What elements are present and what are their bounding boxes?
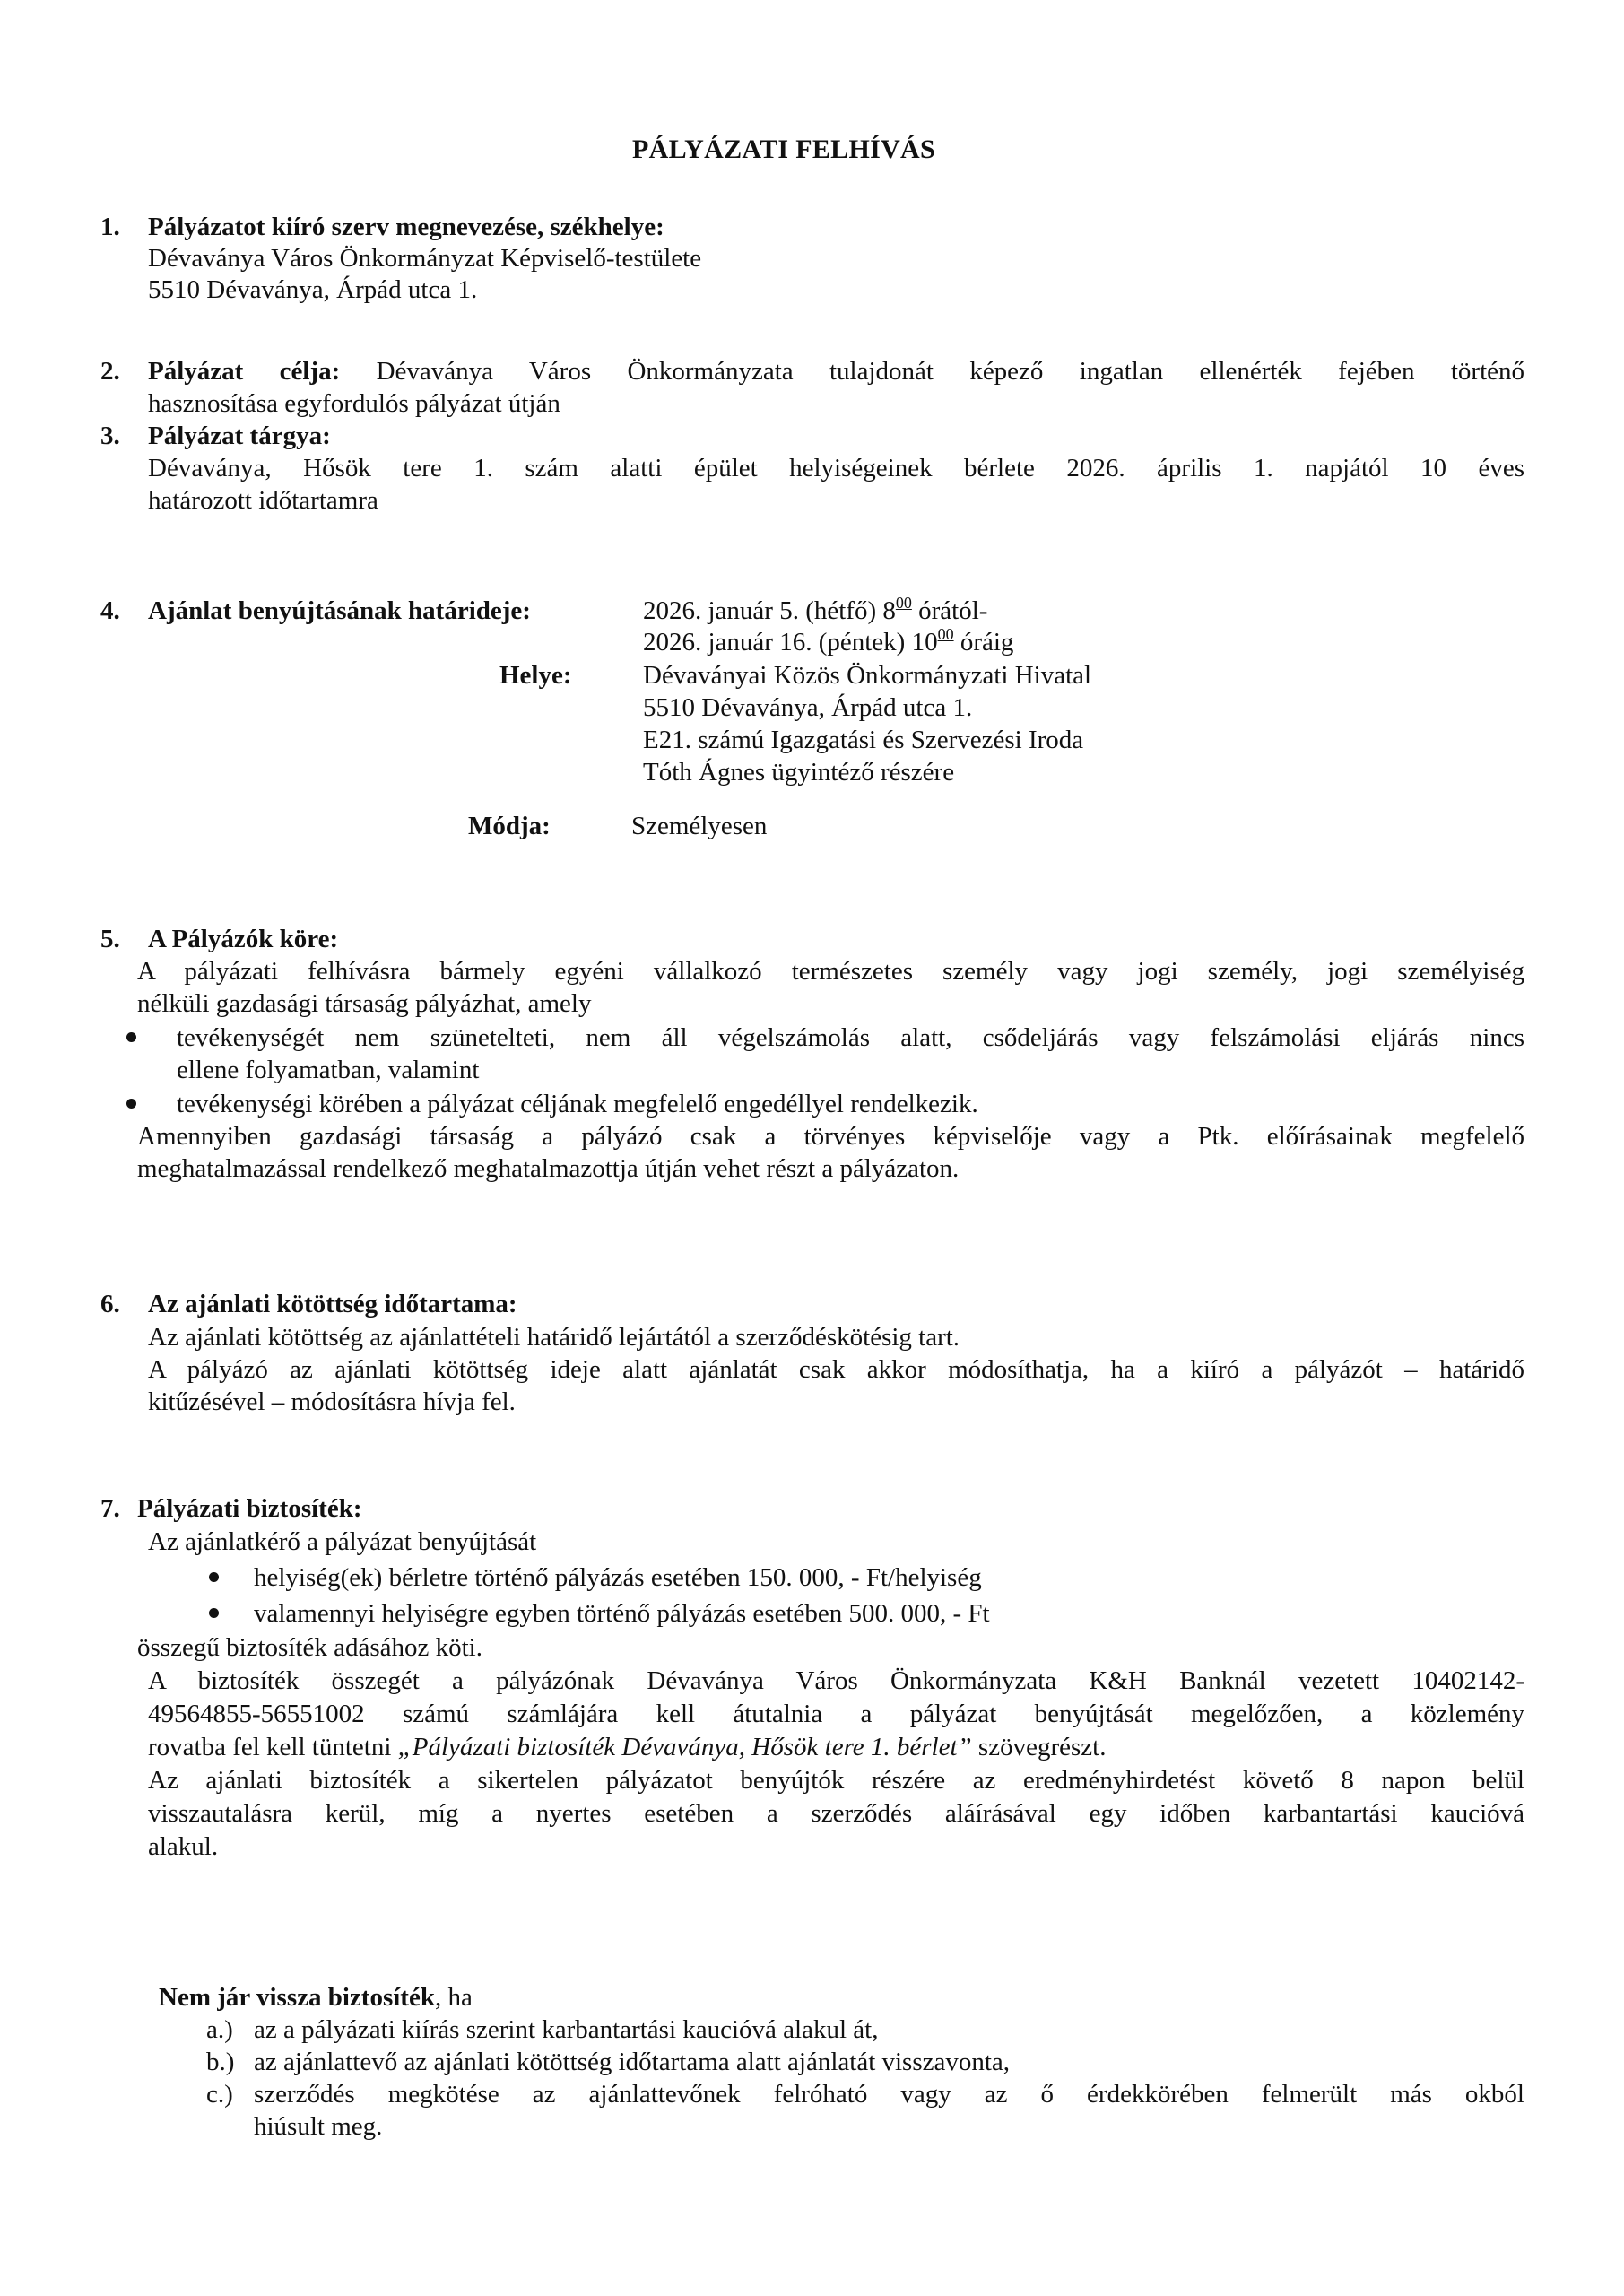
section-1-line: Dévaványa Város Önkormányzat Képviselő-testülete bbox=[148, 244, 702, 273]
section-5-heading: A Pályázók köre: bbox=[148, 925, 339, 953]
deposit-bullet: valamennyi helyiségre egyben történő pályázás esetében 500. 000, - Ft bbox=[254, 1599, 990, 1628]
section-3-line: Dévaványa, Hősök tere 1. szám alatti épület helyiségeinek bérlete 2026. április 1. napjától 10 éves bbox=[148, 454, 1524, 483]
section-6-heading: Az ajánlati kötöttség időtartama: bbox=[148, 1290, 517, 1318]
section-6-line: Az ajánlati kötöttség az ajánlattételi határidő lejártától a szerződéskötésig tart. bbox=[148, 1323, 960, 1352]
section-2-line bbox=[148, 356, 1524, 387]
no-refund-item: az a pályázati kiírás szerint karbantartási kaucióvá alakul át, bbox=[254, 2015, 879, 2044]
transfer-line: A biztosíték összegét a pályázónak Dévaványa Város Önkormányzata K&H Banknál vezetett 10402142- bbox=[148, 1666, 1524, 1695]
section-6-number: 6. bbox=[100, 1290, 120, 1318]
transfer-reference: „Pályázati biztosíték Dévaványa, Hősök tere 1. bérlet” bbox=[397, 1733, 972, 1761]
section-1-number: 1. bbox=[100, 213, 120, 241]
bullet-icon bbox=[126, 1099, 136, 1109]
place-line: Tóth Ágnes ügyintéző részére bbox=[643, 758, 955, 787]
section-3-number: 3. bbox=[100, 422, 120, 450]
eligibility-bullet: tevékenységét nem szünetelteti, nem áll végelszámolás alatt, csődeljárás vagy felszámolási eljárás nincs bbox=[177, 1023, 1524, 1052]
place-line: 5510 Dévaványa, Árpád utca 1. bbox=[643, 693, 973, 722]
section-5-outro: Amennyiben gazdasági társaság a pályázó csak a törvényes képviselője vagy a Ptk. előírásainak megfelelő bbox=[137, 1122, 1524, 1151]
section-3-heading: Pályázat tárgya: bbox=[148, 422, 331, 450]
section-4-number: 4. bbox=[100, 596, 120, 625]
no-refund-rest: , ha bbox=[434, 1983, 473, 2012]
deadline-from-minutes: 00 bbox=[895, 594, 912, 612]
section-6-line: A pályázó az ajánlati kötöttség ideje alatt ajánlatát csak akkor módosíthatja, ha a kiíró a pályázót – határidő bbox=[148, 1355, 1524, 1384]
section-2-heading: Pályázat célja: bbox=[148, 357, 341, 386]
deadline-to-date: 2026. január 16. (péntek) 10 bbox=[643, 628, 938, 657]
refund-line: visszautalásra kerül, míg a nyertes esetében a szerződés aláírásával egy időben karbantartási kaucióvá bbox=[148, 1799, 1524, 1828]
place-line: E21. számú Igazgatási és Szervezési Iroda bbox=[643, 726, 1084, 754]
deposit-bullet: helyiség(ek) bérletre történő pályázás esetében 150. 000, - Ft/helyiség bbox=[254, 1563, 982, 1592]
section-7-intro: Az ajánlatkérő a pályázat benyújtását bbox=[148, 1527, 537, 1556]
transfer-text: szövegrészt. bbox=[971, 1733, 1107, 1761]
section-2-number: 2. bbox=[100, 357, 120, 386]
method-label: Módja: bbox=[468, 812, 551, 840]
section-1-line: 5510 Dévaványa, Árpád utca 1. bbox=[148, 275, 478, 304]
bullet-icon bbox=[209, 1608, 219, 1618]
section-5-intro: nélküli gazdasági társaság pályázhat, amely bbox=[137, 989, 592, 1018]
place-label: Helye: bbox=[499, 661, 572, 690]
bullet-icon bbox=[126, 1032, 136, 1042]
section-2-line: hasznosítása egyfordulós pályázat útján bbox=[148, 389, 560, 418]
no-refund-item: az ajánlattevő az ajánlati kötöttség időtartama alatt ajánlatát visszavonta, bbox=[254, 2048, 1011, 2076]
refund-line: Az ajánlati biztosíték a sikertelen pályázatot benyújtók részére az eredményhirdetést követő 8 napon belül bbox=[148, 1766, 1524, 1795]
section-5-number: 5. bbox=[100, 925, 120, 953]
no-refund-item: szerződés megkötése az ajánlattevőnek felróható vagy az ő érdekkörében felmerült más okból bbox=[254, 2080, 1524, 2109]
document-title: PÁLYÁZATI FELHÍVÁS bbox=[632, 135, 935, 164]
section-4-heading: Ajánlat benyújtásának határideje: bbox=[148, 596, 531, 625]
deadline-from bbox=[643, 596, 987, 626]
no-refund-label: a.) bbox=[206, 2015, 233, 2044]
transfer-line: 49564855-56551002 számú számlájára kell átutalnia a pályázat benyújtását megelőzően, a közlemény bbox=[148, 1700, 1524, 1728]
deadline-to-minutes: 00 bbox=[937, 625, 954, 643]
method-value: Személyesen bbox=[631, 812, 768, 840]
section-5-intro: A pályázati felhívásra bármely egyéni vállalkozó természetes személy vagy jogi személy, jogi személyiség bbox=[137, 957, 1524, 986]
section-7-heading: Pályázati biztosíték: bbox=[137, 1494, 362, 1523]
section-7-number: 7. bbox=[100, 1494, 120, 1523]
deadline-to-suffix: óráig bbox=[953, 628, 1014, 657]
deadline-from-suffix: órától- bbox=[911, 596, 988, 625]
no-refund-label: c.) bbox=[206, 2080, 233, 2109]
place-line: Dévaványai Közös Önkormányzati Hivatal bbox=[643, 661, 1092, 690]
eligibility-bullet-cont: ellene folyamatban, valamint bbox=[177, 1056, 480, 1084]
bullet-icon bbox=[209, 1572, 219, 1582]
transfer-line bbox=[148, 1732, 1106, 1762]
no-refund-item-cont: hiúsult meg. bbox=[254, 2112, 383, 2141]
section-6-line: kitűzésével – módosításra hívja fel. bbox=[148, 1387, 516, 1416]
deadline-from-date: 2026. január 5. (hétfő) 8 bbox=[643, 596, 896, 625]
section-3-line: határozott időtartamra bbox=[148, 486, 378, 515]
section-1-heading: Pályázatot kiíró szerv megnevezése, székhelye: bbox=[148, 213, 664, 241]
deposit-condition: összegű biztosíték adásához köti. bbox=[137, 1633, 482, 1662]
no-refund-bold: Nem jár vissza biztosíték bbox=[159, 1983, 435, 2012]
no-refund-heading bbox=[159, 1982, 473, 2013]
section-2-text: Dévaványa Város Önkormányzata tulajdonát képező ingatlan ellenérték fejében történő bbox=[376, 357, 1524, 386]
section-5-outro: meghatalmazással rendelkező meghatalmazottja útján vehet részt a pályázaton. bbox=[137, 1154, 960, 1183]
eligibility-bullet: tevékenységi körében a pályázat céljának megfelelő engedéllyel rendelkezik. bbox=[177, 1090, 978, 1118]
no-refund-label: b.) bbox=[206, 2048, 235, 2076]
transfer-text: rovatba fel kell tüntetni bbox=[148, 1733, 398, 1761]
refund-line: alakul. bbox=[148, 1832, 219, 1861]
deadline-to bbox=[643, 627, 1013, 657]
